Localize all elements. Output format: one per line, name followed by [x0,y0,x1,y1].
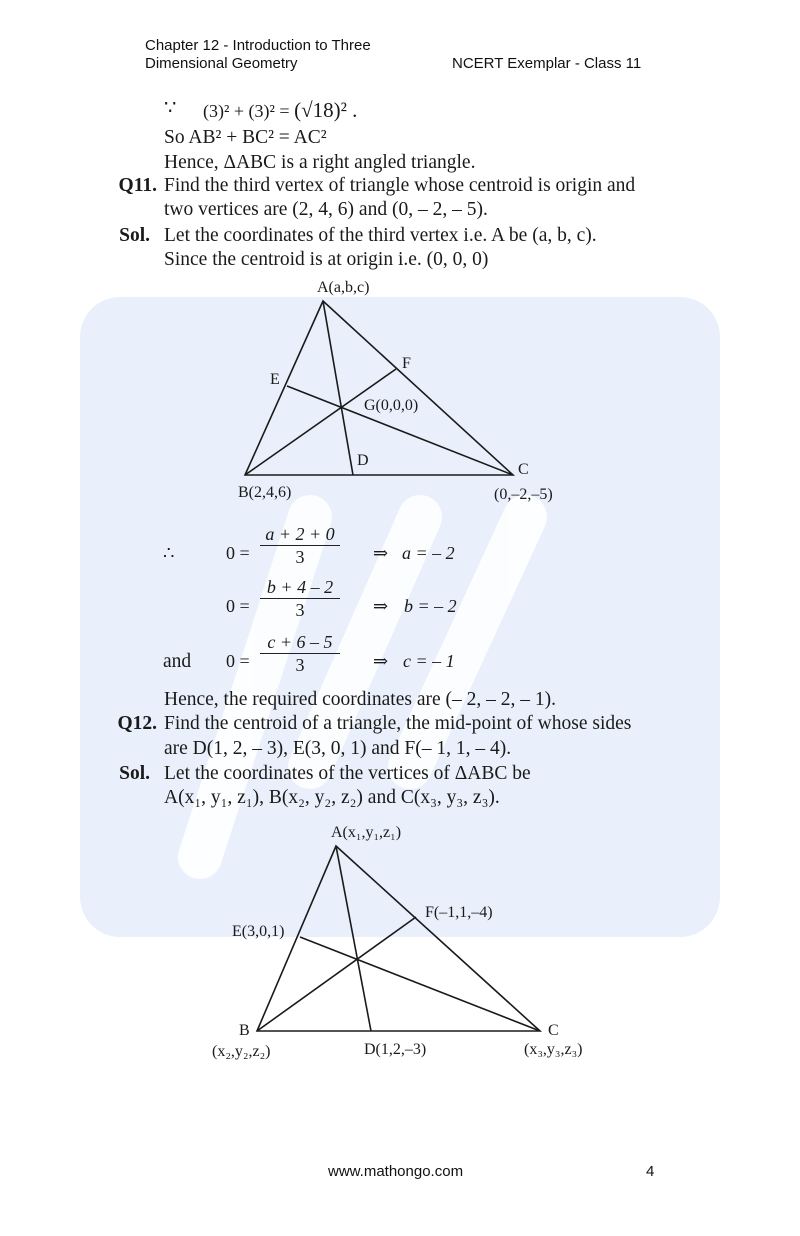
eq3-fraction [260,631,340,676]
q11-question-line2: two vertices are (2, 4, 6) and (0, – 2, – 5). [164,199,488,220]
footer-website: www.mathongo.com [328,1163,464,1180]
eq3-result [403,651,455,672]
eq3-result-text: c = – 1 [403,651,455,671]
q12-solution-line1: Let the coordinates of the vertices of ΔABC be [164,763,531,784]
q11-vertex-c-label: C [518,461,529,478]
q11-sol-label: Sol. [119,225,150,246]
q11-vertex-c-coords: (0,–2,–5) [494,486,553,503]
eq1-implies: ⇒ [373,543,389,563]
q12-label: Q12. [117,713,157,734]
q11-solution-line1: Let the coordinates of the third vertex i.e. A be (a, b, c). [164,225,597,246]
q11-centroid-g-label: G(0,0,0) [364,397,419,414]
q12-vertex-c-label: C [548,1022,559,1039]
q12-sol-label: Sol. [119,763,150,784]
q12-midpoint-f-label: F(–1,1,–4) [425,904,493,921]
q11-point-f-label: F [402,355,411,372]
q12-question-line1: Find the centroid of a triangle, the mid-point of whose sides [164,713,632,734]
q11-solution-line2: Since the centroid is at origin i.e. (0, 0, 0) [164,249,489,270]
q11-vertex-b-label: B(2,4,6) [238,484,292,501]
eq3-implies: ⇒ [373,651,389,671]
eq2-result [404,596,457,617]
eq1-numerator-text: a + 2 + 0 [265,524,335,544]
q12-vertex-c-coords: (x₃,y₃,z₃) [524,1041,583,1058]
q12-midpoint-e-label: E(3,0,1) [232,923,285,940]
page-number: 4 [646,1163,655,1180]
q12-solution-line2: A(x₁, y₁, z₁), B(x₂, y₂, z₂) and C(x₃, y₃, z₃). [164,787,500,808]
q11-point-e-label: E [270,371,280,388]
therefore-symbol: ∴ [163,543,175,563]
because-symbol: ∵ [164,98,177,119]
right-angle-conclusion: Hence, ΔABC is a right angled triangle. [164,152,476,173]
book-title: NCERT Exemplar - Class 11 [452,55,642,72]
eq3-numerator-text: c + 6 – 5 [267,632,333,652]
eq2-implies: ⇒ [373,596,389,616]
eq2-lhs: 0 = [226,596,250,616]
eq1-fraction [260,523,340,568]
equation-rhs: (√18)² . [294,98,358,122]
eq2-numerator [260,576,340,599]
chapter-title-line2: Dimensional Geometry [145,55,298,72]
q11-label: Q11. [118,175,157,196]
eq3-denominator: 3 [295,655,305,675]
eq2-result-text: b = – 2 [404,596,457,616]
eq2-denominator: 3 [295,600,305,620]
eq3-numerator [260,631,340,654]
q12-midpoint-d-label: D(1,2,–3) [364,1041,427,1058]
q12-vertex-b-coords: (x₂,y₂,z₂) [212,1043,271,1060]
eq1-result-text: a = – 2 [402,543,455,563]
q12-vertex-b-label: B [239,1022,250,1039]
eq3-lhs: 0 = [226,651,250,671]
q11-question-line1: Find the third vertex of triangle whose centroid is origin and [164,175,636,196]
q11-vertex-a-label: A(a,b,c) [317,279,370,296]
q11-point-d-label: D [357,452,369,469]
so-line: So AB² + BC² = AC² [164,127,327,148]
q11-answer: Hence, the required coordinates are (– 2, – 2, – 1). [164,689,557,710]
eq1-numerator [260,523,340,546]
eq2-numerator-text: b + 4 – 2 [266,577,334,597]
eq1-result [402,543,455,564]
eq1-lhs: 0 = [226,543,250,563]
eq1-denominator: 3 [295,547,305,567]
eq2-fraction [260,576,340,621]
and-word: and [163,651,192,672]
q12-question-line2: are D(1, 2, – 3), E(3, 0, 1) and F(– 1, 1, – 4). [164,738,512,759]
equation-lhs: (3)² + (3)² = [203,101,290,121]
q12-vertex-a-label: A(x₁,y₁,z₁) [331,824,402,841]
chapter-title-line1: Chapter 12 - Introduction to Three [145,37,371,54]
